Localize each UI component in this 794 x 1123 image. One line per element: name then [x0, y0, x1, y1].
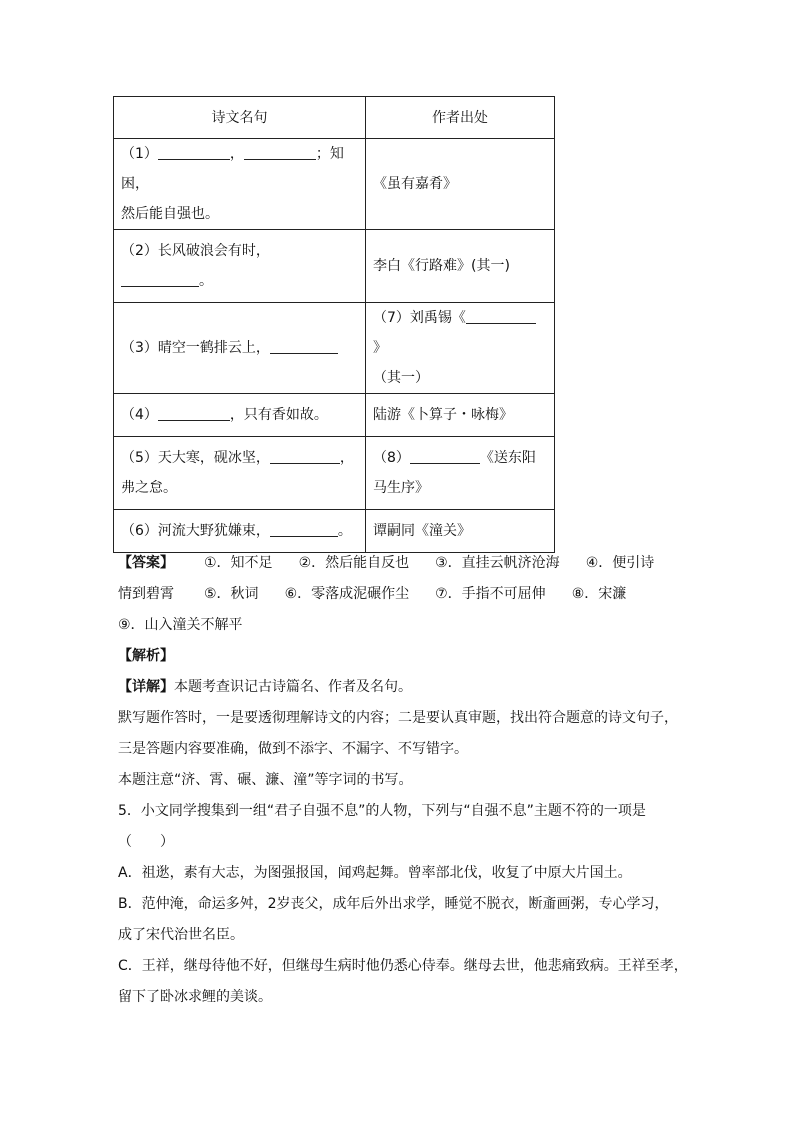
analysis-para1-line1: 默写题作答时，一是要透彻理解诗文的内容；二是要认真审题，找出符合题意的诗文句子，	[118, 710, 678, 726]
source-cell	[366, 303, 555, 394]
table-row	[114, 394, 555, 437]
option-a: A．祖逖，素有大志，为图强报国，闻鸡起舞。曾率部北伐，收复了中原大片国土。	[118, 865, 632, 881]
option-b-line2: 成了宋代治世名臣。	[118, 927, 244, 943]
source-cell: 李白《行路难》(其一)	[366, 230, 555, 303]
table-row	[114, 510, 555, 553]
item-number: （4）	[121, 407, 158, 423]
blank-8	[410, 447, 480, 464]
text-segment: （3）晴空一鹤排云上，	[121, 340, 270, 356]
text-segment: 然后能自强也。	[121, 206, 219, 222]
question-stem-line1: 5．小文同学搜集到一组“君子自强不息”的人物，下列与“自强不息”主题不符的一项是	[118, 803, 646, 819]
blank-1	[158, 143, 230, 160]
answer-item: ⑥．零落成泥碾作尘	[284, 586, 410, 602]
table-header-row	[114, 97, 555, 139]
detail-text: 本题考查识记古诗篇名、作者及名句。	[174, 679, 412, 695]
header-quote: 诗文名句	[114, 97, 366, 139]
source-cell	[366, 437, 555, 510]
detail-label: 【详解】	[118, 679, 174, 695]
option-c-line1: C．王祥，继母待他不好，但继母生病时他仍悉心侍奉。继母去世，他悲痛致病。王祥至孝，	[118, 958, 688, 974]
answer-line-1	[118, 548, 688, 579]
source-cell: 谭嗣同《潼关》	[366, 510, 555, 553]
analysis-label: 【解析】	[118, 648, 174, 664]
text-segment: （其一）	[373, 370, 429, 386]
question-stem-line2: （ ）	[118, 834, 174, 850]
analysis-para1-line2: 三是答题内容要准确，做到不添字、不漏字、不写错字。	[118, 741, 468, 757]
table-row	[114, 230, 555, 303]
answer-item: ①．知不足	[204, 555, 273, 571]
analysis-detail	[118, 672, 688, 703]
answer-item-cont: 情到碧霄	[118, 586, 174, 602]
quote-cell	[114, 510, 366, 553]
text-segment: （2）长风破浪会有时，	[121, 243, 270, 259]
quote-cell	[114, 303, 366, 394]
text-punct: ，	[229, 146, 244, 162]
option-c-line2: 留下了卧冰求鲤的美谈。	[118, 989, 272, 1005]
blank-6	[270, 447, 340, 464]
text-segment: ；知困，	[121, 146, 344, 192]
blank-9	[270, 520, 338, 537]
answer-item: ⑤．秋词	[204, 586, 259, 602]
quote-cell	[114, 437, 366, 510]
answer-item: ⑦．手指不可屈伸	[435, 586, 546, 602]
text-segment: 弗之怠。	[121, 480, 177, 496]
poem-table	[113, 96, 555, 553]
quote-cell	[114, 394, 366, 437]
answer-line-2	[118, 579, 688, 610]
source-cell: 《虽有嘉肴》	[366, 139, 555, 230]
text-segment: （6）河流大野犹嫌束，	[121, 523, 270, 539]
item-number: （1）	[121, 146, 158, 162]
text-punct: 。	[337, 523, 352, 539]
table-row	[114, 303, 555, 394]
answer-item: ③．直挂云帆济沧海	[435, 555, 560, 571]
quote-cell	[114, 139, 366, 230]
quote-cell	[114, 230, 366, 303]
text-punct: 。	[199, 273, 213, 289]
text-segment: （8）	[373, 450, 410, 466]
answer-line-3	[118, 610, 688, 641]
header-source: 作者出处	[366, 97, 555, 139]
answer-item: ②．然后能自反也	[298, 555, 410, 571]
blank-5	[158, 404, 230, 421]
answer-section	[118, 548, 688, 1013]
answer-label: 【答案】	[118, 555, 174, 571]
text-punct: ，	[339, 450, 354, 466]
text-segment: （5）天大寒，砚冰坚，	[121, 450, 270, 466]
table-row	[114, 139, 555, 230]
blank-3	[121, 270, 199, 287]
analysis-para2: 本题注意“济、霄、碾、濂、潼”等字词的书写。	[118, 772, 413, 788]
text-segment: 《送东阳	[479, 450, 536, 466]
blank-2	[244, 143, 316, 160]
table-row	[114, 437, 555, 510]
text-segment: （7）刘禹锡《	[373, 310, 466, 326]
blank-4	[270, 337, 338, 354]
source-cell: 陆游《卜算子・咏梅》	[366, 394, 555, 437]
option-b-line1: B．范仲淹，命运多舛，2岁丧父，成年后外出求学，睡觉不脱衣，断齑画粥，专心学习，	[118, 896, 669, 912]
answer-item: ⑨．山入潼关不解平	[118, 617, 243, 633]
blank-7	[466, 307, 536, 324]
text-segment: ，只有香如故。	[229, 407, 328, 423]
text-punct: 》	[373, 340, 387, 356]
answer-item: ⑧．宋濂	[571, 586, 627, 602]
answer-item: ④．便引诗	[585, 555, 655, 571]
text-segment: 马生序》	[373, 480, 429, 496]
